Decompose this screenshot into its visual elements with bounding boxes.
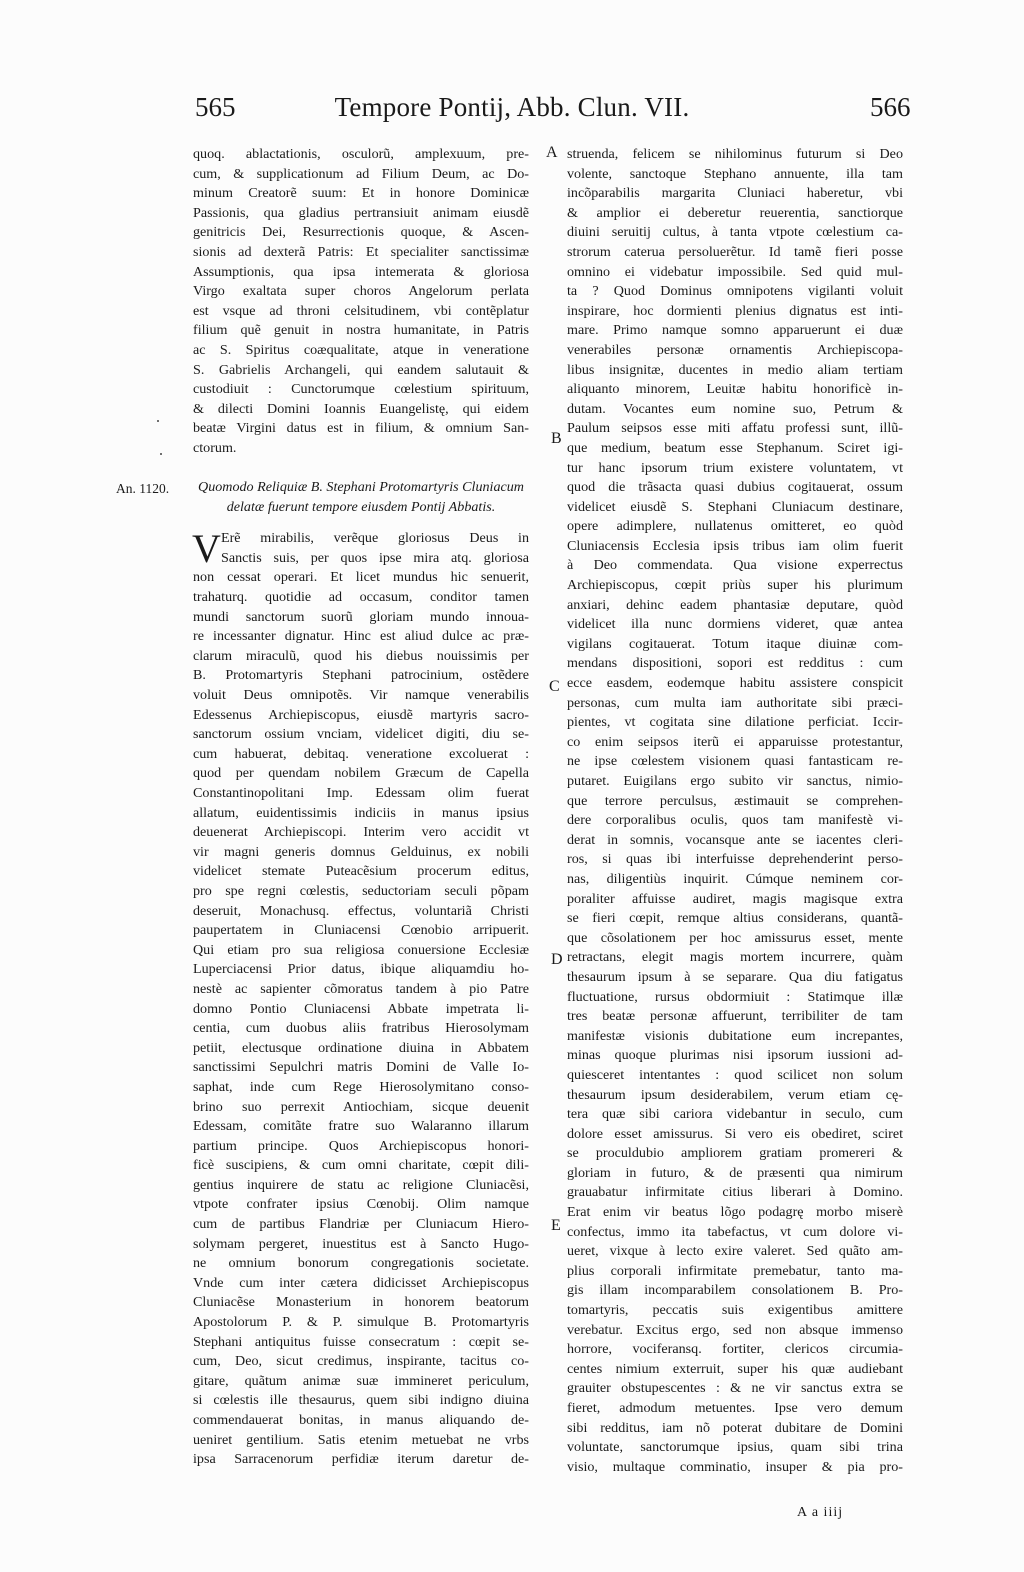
drop-cap: V: [192, 526, 221, 572]
text-line: minum Creatorẽ suum: Et in honore Dominicæ: [193, 185, 529, 202]
text-line: opere adimplere, nullatenus omitteret, eo quòd: [567, 518, 903, 535]
text-line: gitare, quãtum animæ suæ immineret periculum,: [193, 1372, 529, 1389]
text-line: mare. Primo namque somno apparuerunt ei duæ: [567, 322, 903, 339]
text-line: sanctorum ossium vnciam, videlicet digiti, diu se-: [193, 726, 529, 743]
text-line: pro spe regni cœlestis, seductoriam seculi põpam: [193, 882, 529, 899]
text-line: quiesceret intentantes : quod scilicet non solum: [567, 1066, 903, 1083]
text-line: nestè ac sapienter cõmoratus tandem à pio Patre: [193, 980, 529, 997]
text-line: confectus, immo ita tabefactus, vt cum dolore vi-: [567, 1223, 903, 1240]
spacer: [193, 459, 529, 479]
text-line: trahaturq. quotidie ad occasum, conditor tamen: [193, 589, 529, 606]
text-line: petiit, electusque ordinatione diuina in Abbatem: [193, 1039, 529, 1056]
text-line: pientes, vt cogitata sine dilatione perficiat. Iccir-: [567, 714, 903, 731]
text-line: cum, & supplicationum ad Filium Deum, ac Do-: [193, 165, 529, 182]
text-line: allatum, euidentissimis indiciis in manus ipsius: [193, 804, 529, 821]
text-line: co enim seipsos iterũ ei apparuisse protestantur,: [567, 733, 903, 750]
text-line: quoq. ablactationis, osculorũ, amplexuum, pre-: [193, 146, 529, 162]
text-line: brino suo perrexit Antiochiam, sicque deuenit: [193, 1098, 529, 1115]
text-line: que terrore perculsus, æstimauit se comprehen-: [567, 792, 903, 809]
text-line: S. Gabrielis Archangeli, qui eandem salutauit &: [193, 361, 529, 378]
text-line: volente, sanctoque Stephano annuente, illa tam: [567, 165, 903, 182]
text-line: & amplior ei deberetur reuerentia, sanctiorque: [567, 204, 903, 221]
text-line: Archiepiscopus, cœpit priùs super his plurimum: [567, 577, 903, 594]
text-line: Virgo exaltata super choros Angelorum perlata: [193, 283, 529, 300]
text-line: sibi redditus, iam nõ poterat dubitare de Domini: [567, 1419, 903, 1436]
text-line: dere corporalibus oculis, quos tam manifestè vi-: [567, 812, 903, 829]
text-line: Stephani antiquitus fuisse consecratum : cœpit se-: [193, 1333, 529, 1350]
text-line: voluit Deus omnipotẽs. Vir namque venerabilis: [193, 687, 529, 704]
text-line: quod per quendam nobilem Græcum de Capella: [193, 765, 529, 782]
text-line: ctorum.: [193, 439, 237, 456]
text-line: si cœlestis ille thesaurus, quem sibi indigno diuina: [193, 1392, 529, 1409]
text-line: Vnde cum inter cætera didicisset Archiepiscopus: [193, 1274, 529, 1291]
text-line: tomartyris, peccatis suis exigentibus amittere: [567, 1302, 903, 1319]
text-line: filium quẽ genuit in nostra humanitate, in Patris: [193, 322, 529, 339]
text-line: ipsa Sarracenorum perfidiæ iterum daretur de-: [193, 1451, 529, 1468]
text-line: ne ipse cœlestem visionem quasi fantasticam re-: [567, 753, 903, 770]
margin-letter-c: C: [549, 678, 560, 695]
text-line: tera quæ sibi cariora videbantur in seculo, cum: [567, 1106, 903, 1123]
left-column: [193, 145, 529, 1470]
text-line: centia, cum duobus aliis fratribus Hierosolymam: [193, 1020, 529, 1037]
heading-line: delatæ fuerunt tempore eiusdem Pontij Abbatis.: [226, 498, 496, 515]
page-number-right: 566: [870, 92, 911, 122]
text-line: venerabiles personæ ornamentis Archiepiscopa-: [567, 341, 903, 358]
text-line: que medium, beatum esse Stephanum. Sciret igi-: [567, 439, 903, 456]
text-line: gis illam incomparabilem consolationem B. Pro-: [567, 1282, 903, 1299]
margin-letter-d: D: [551, 951, 563, 968]
margin-letter-e: E: [551, 1217, 561, 1234]
text-line: & dilecti Domini Ioannis Euangelistę, qui eidem: [193, 400, 529, 417]
text-line: incõparabilis margarita Cluniaci haberetur, vbi: [567, 185, 903, 202]
text-line: grauiter obstupescentes : & ne vir sanctus extra se: [567, 1380, 903, 1397]
text-line: ta ? Quod Dominus omnipotens vigilanti voluit: [567, 283, 903, 300]
text-line: clarum miraculũ, quod his diebus nouissimis per: [193, 647, 529, 664]
text-line: visio, multaque comminatio, insuper & pia pro-: [567, 1458, 903, 1475]
section-heading: [193, 478, 529, 517]
text-line: vtpote confrater ipsius Cœnobij. Olim namque: [193, 1196, 529, 1213]
text-line: solymam pergeret, inuestitus est à Sancto Hugo-: [193, 1235, 529, 1252]
text-line: Cluniacẽse Monasterium in honorem beatorum: [193, 1294, 529, 1311]
text-line: verebatur. Excitus ergo, sed non absque immenso: [567, 1321, 903, 1338]
text-line: plius corporali infirmitate premebatur, tanto ma-: [567, 1262, 903, 1279]
text-line: grauabatur infirmitate citius liberari à Domino.: [567, 1184, 903, 1201]
text-line: mendans dispositioni, sopori est redditus : cum: [567, 655, 903, 672]
paragraph-assumption: [193, 145, 529, 459]
text-line: B. Protomartyris Stephani patrocinium, ostẽdere: [193, 667, 529, 684]
text-line: ros, si quas ibi interfuisse deprehenderint perso-: [567, 851, 903, 868]
text-line: diuini seruitij cultus, à tanta vtpote cœlestium ca-: [567, 224, 903, 241]
text-line: strorum caterua persoluerẽtur. Id tamẽ fieri posse: [567, 243, 903, 260]
text-line: cum, Deo, sicut credimus, inspirante, tacitus co-: [193, 1353, 529, 1370]
text-line: Passionis, qua gladius pertransiuit animam eiusdẽ: [193, 204, 529, 221]
text-line: struenda, felicem se nihilominus futurum si Deo: [567, 146, 903, 162]
text-line: sionis ad dexterã Patris: Et specialiter sanctissimæ: [193, 243, 529, 260]
margin-letter-a: A: [546, 144, 558, 161]
page-header: [0, 92, 1024, 132]
text-line: se fieri cœpit, remque altius considerans, quantã-: [567, 910, 903, 927]
text-line: poraliter affuisse audiret, magis magisque extra: [567, 890, 903, 907]
text-line: Luperciacensi Prior datus, ibique aliquamdiu ho-: [193, 961, 529, 978]
text-line: Sanctis suis, per quos ipse mira atq. gloriosa: [221, 549, 529, 566]
text-line: ueret, vixque à lecto exire valeret. Sed quãto am-: [567, 1243, 903, 1260]
text-line: putaret. Euigilans ergo subito vir sanctus, nimio-: [567, 773, 903, 789]
text-line: ne omnium bonorum congregationis societate.: [193, 1255, 529, 1272]
text-line: Cluniacensis Ecclesia ipsis tribus iam olim fuerit: [567, 537, 903, 554]
text-line: quod die trãsacta quasi dubius cogitauerat, ossum: [567, 479, 903, 496]
paragraph-relics: [192, 526, 529, 1470]
text-line: omnino ei videbatur impossibile. Sed quid mul-: [567, 263, 903, 280]
text-line: saphat, inde cum Rege Hierosolymitano conso-: [193, 1078, 529, 1095]
text-line: manifestæ visionis dubitatione eum increpantes,: [567, 1027, 903, 1044]
text-line: deseruit, Monachusq. effectus, voluntariã Christi: [193, 902, 529, 919]
text-line: mundi sanctorum suorũ gloriam mundo innoua-: [193, 608, 529, 625]
text-line: horrore, vociferansq. fortiter, clericos circumia-: [567, 1341, 903, 1358]
text-line: cum habuerat, debitaq. veneratione excoluerat :: [193, 745, 529, 762]
text-line: partium principe. Quos Archiepiscopus honori-: [193, 1137, 529, 1154]
text-line: non cessat operari. Et licet mundus hic senuerit,: [193, 569, 529, 586]
text-line: commendauerat bonitas, in manus aliquando de-: [193, 1412, 529, 1428]
text-line: Assumptionis, qua ipsa intemerata & gloriosa: [193, 263, 529, 280]
text-line: centes nimium exterruit, super his quæ audiebant: [567, 1360, 903, 1377]
text-line: tur hanc ipsorum trium existere voluntatem, vt: [567, 459, 903, 476]
text-line: gloriam in futuro, & de præsenti qua nimirum: [567, 1164, 903, 1181]
text-line: Paulum seipsos esse miti affatu professi sunt, illũ-: [567, 420, 903, 437]
text-line: inspirare, hoc dormienti plenius dignatus est inti-: [567, 302, 903, 319]
text-line: anxiari, dehinc eadem phantasiæ deputare, quòd: [567, 596, 903, 613]
text-line: ac S. Spiritus coæqualitate, atque in veneratione: [193, 341, 529, 358]
spacer: [193, 517, 529, 529]
text-line: tres beatæ personæ affuerunt, terribiliter de tam: [567, 1008, 903, 1025]
text-line: gentius inquirere de statu ac religione Cluniacẽsi,: [193, 1176, 529, 1193]
margin-mark: [157, 420, 159, 422]
text-line: Edessenus Archiepiscopus, eiusdẽ martyris sacro-: [193, 706, 529, 723]
running-title: Tempore Pontij, Abb. Clun. VII.: [334, 92, 690, 122]
text-line: beatæ Virgini datus est in filium, & omnium San-: [193, 420, 529, 437]
text-line: re incessanter dignatur. Hinc est aliud dulce ac præ-: [193, 628, 529, 645]
text-line: deuenerat Archiepiscopi. Interim vero accidit vt: [193, 824, 529, 841]
text-line: vir magni generis domnus Gelduinus, ex nobili: [193, 843, 529, 860]
text-line: minas quoque plurimas nisi ipsorum iussioni ad-: [567, 1047, 903, 1064]
text-line: videlicet illa nunc dormiens videret, quæ antea: [567, 616, 903, 633]
text-line: thesaurum ipsum à se separare. Qua diu fatigatus: [567, 968, 903, 985]
text-line: libus insignitæ, ducentes in medio aliam tertiam: [567, 361, 903, 378]
margin-letter-b: B: [551, 430, 562, 447]
text-line: paupertatem in Cluniacensi Cœnobio arripuerit.: [193, 922, 529, 939]
text-line: videlicet stemate Puteacẽsium procerum editus,: [193, 863, 529, 880]
text-line: Apostolorum P. & P. simulque B. Protomartyris: [193, 1314, 529, 1331]
text-line: thesaurum ipsum desiderabilem, verum etiam cę-: [567, 1086, 903, 1103]
text-line: genitricis Dei, Resurrectionis quoque, & Ascen-: [193, 224, 529, 241]
text-line: derat in somnis, vocansque ante se iacentes cleri-: [567, 831, 903, 848]
text-line: est vsque ad throni celsitudinem, vbi contẽplatur: [193, 302, 529, 319]
year-margin-note: An. 1120.: [116, 481, 170, 496]
signature-mark: A a iiij: [797, 1505, 844, 1520]
text-line: dutam. Vocantes eum nomine suo, Petrum &: [567, 400, 903, 417]
text-line: nas, diligentiùs inquirit. Cúmque neminem cor-: [567, 870, 903, 887]
right-column: [567, 145, 903, 1477]
text-line: retractans, elegit magis mortem incurrere, quàm: [567, 949, 903, 966]
text-line: cum de partibus Flandriæ per Cluniacum Hiero-: [193, 1216, 529, 1233]
margin-mark: [160, 453, 162, 455]
page-number-left: 565: [195, 92, 236, 122]
text-line: personas, cum multa iam authoritate sibi præci-: [567, 694, 903, 711]
text-line: à Deo commendata. Qua visione experrectus: [567, 557, 903, 574]
text-line: Erat enim vir beatus lõgo podagrę morbo miserè: [567, 1204, 903, 1221]
text-line: ecce easdem, eodemque habitu assistere conspicit: [567, 675, 903, 692]
text-line: domno Pontio Cluniacensi Abbate impetrata li-: [193, 1000, 529, 1017]
text-line: dolore esset amissurus. Si vero eis obediret, sciret: [567, 1125, 903, 1142]
text-line: custodiuit : Cunctorumque cœlestium spirituum,: [193, 381, 529, 398]
text-line: que cõsolationem per hoc amissurus esset, mente: [567, 929, 903, 946]
text-line: sanctissimi Sepulchri matris Domini de Valle Io-: [193, 1059, 529, 1076]
text-line: Edessam, comitãte fratre suo Walaranno illarum: [193, 1118, 529, 1135]
text-line: videlicet eiusdẽ S. Stephani Cluniacum destinare,: [567, 498, 903, 515]
text-line: ueniret gentilium. Satis etenim metuebat ne vrbs: [193, 1431, 529, 1448]
text-line: Erẽ mirabilis, verẽque gloriosus Deus in: [221, 530, 529, 547]
text-line: fluctuatione, rursus obdormiuit : Statimque illæ: [567, 988, 903, 1005]
heading-line: Quomodo Reliquiæ B. Stephani Protomartyris Cluniacum: [198, 479, 524, 496]
text-line: ficè suscipiens, & cum omni charitate, cœpit dili-: [193, 1157, 529, 1174]
text-line: aliquanto minorem, Leuitæ habitu honorificè in-: [567, 381, 903, 398]
text-line: fieret, admodum metuentes. Ipse vero demum: [567, 1400, 903, 1416]
text-line: voluntate, sanctorumque ipsius, quam sibi trina: [567, 1439, 903, 1456]
text-line: vigilans cogitauerat. Totum itaque diuinæ com-: [567, 635, 903, 652]
text-line: Qui etiam pro sua religiosa conuersione Ecclesiæ: [193, 941, 529, 958]
text-line: se proculdubio ampliorem gratiam promereri &: [567, 1145, 903, 1162]
text-line: Constantinopolitani Imp. Edessam olim fuerat: [193, 785, 529, 801]
